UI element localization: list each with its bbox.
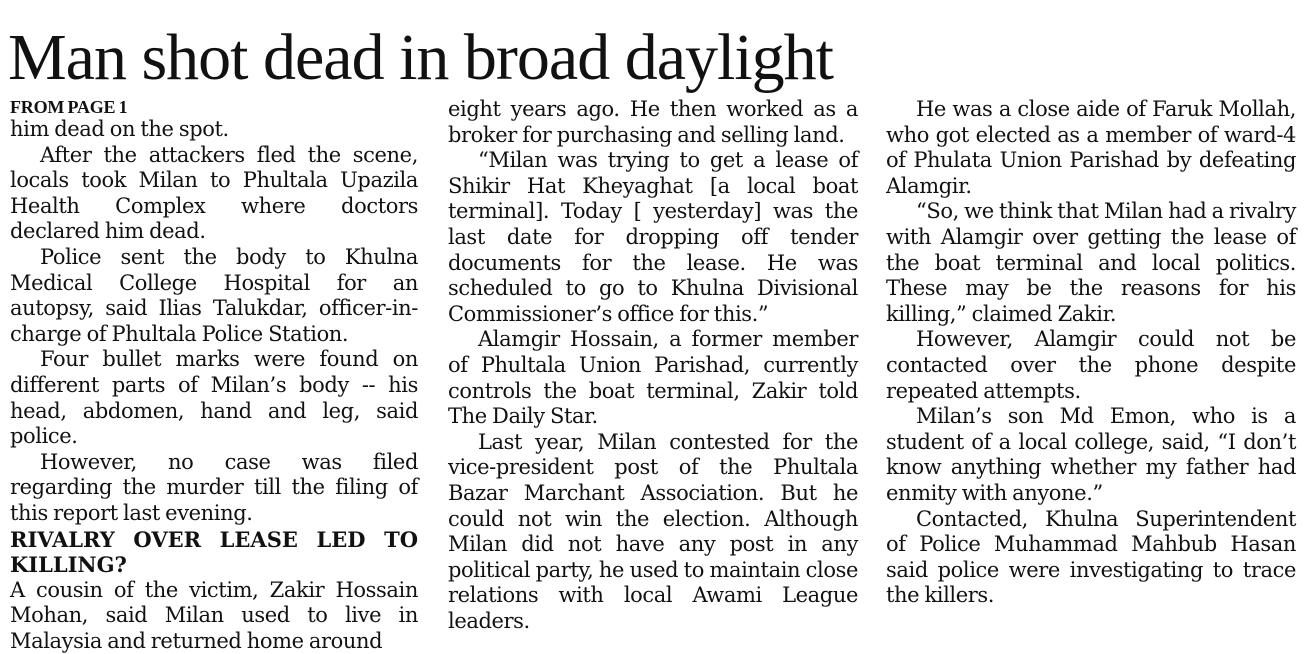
paragraph-continuation: him dead on the spot. (10, 117, 229, 141)
paragraph: “Milan was trying to get a lease of Shikir Hat Kheyaghat [a local boat terminal]. Today [ yesterday] was the last date for dropping off tender documents for the lease. He was scheduled to go to Khulna Divisional Commissioner’s office for this.” (448, 148, 858, 326)
paragraph: However, Alamgir could not be contacted over the phone despite repeated attempts. (886, 327, 1296, 403)
headline: Man shot dead in broad daylight (8, 21, 834, 94)
article-column-1 (10, 97, 418, 654)
paragraph: Milan’s son Md Emon, who is a student of a local college, said, “I don’t know anything whether my father had enmity with anyone.” (886, 404, 1296, 505)
paragraph: Four bullet marks were found on different parts of Milan’s body -- his head, abdomen, hand and leg, said police. (10, 347, 418, 449)
paragraph: Police sent the body to Khulna Medical College Hospital for an autopsy, said Ilias Talukdar, officer-in-charge of Phultala Police Station. (10, 244, 418, 346)
paragraph-split-end: eight years ago. He then worked as a broker for purchasing and selling land. (448, 97, 858, 147)
paragraph: However, no case was filed regarding the murder till the filing of this report last evening. (10, 449, 418, 525)
paragraph-split-start: A cousin of the victim, Zakir Hossain Mohan, said Milan used to live in Malaysia and returned home around (10, 577, 418, 653)
article-column-2 (448, 97, 858, 634)
paragraph: “So, we think that Milan had a rivalry with Alamgir over getting the lease of the boat terminal and local politics. These may be the reasons for his killing,” claimed Zakir. (886, 199, 1296, 326)
paragraph: After the attackers fled the scene, locals took Milan to Phultala Upazila Health Complex where doctors declared him dead. (10, 142, 418, 244)
continued-from-label: FROM PAGE 1 (10, 97, 128, 117)
paragraph: He was a close aide of Faruk Mollah, who got elected as a member of ward-4 of Phulata Union Parishad by defeating Alamgir. (886, 97, 1296, 198)
paragraph: Contacted, Khulna Superintendent of Police Muhammad Mahbub Hasan said police were investigating to trace the killers. (886, 506, 1296, 608)
subheading: RIVALRY OVER LEASE LED TO KILLING? (10, 526, 418, 578)
paragraph: Last year, Milan contested for the vice-president post of the Phultala Bazar Marchant Association. But he could not win the election. Although Milan did not have any post in any political party, he used to maintain close relations with local Awami League leaders. (448, 429, 858, 633)
paragraph: Alamgir Hossain, a former member of Phultala Union Parishad, currently controls the boat terminal, Zakir told The Daily Star. (448, 327, 858, 429)
article-column-3 (886, 97, 1296, 609)
